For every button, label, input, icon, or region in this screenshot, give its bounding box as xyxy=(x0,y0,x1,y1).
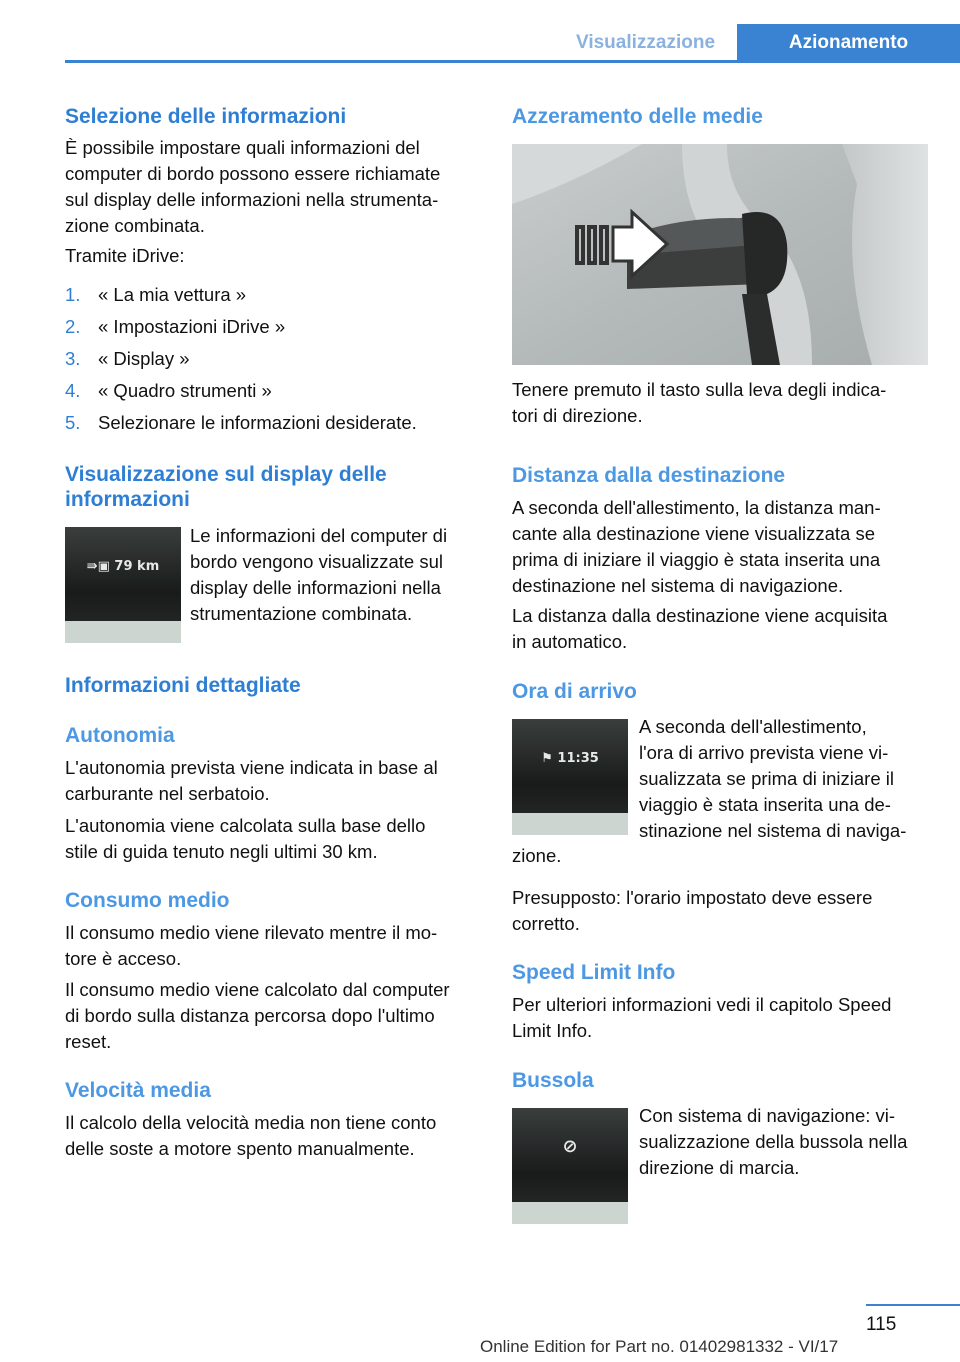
paragraph-speed-limit: Per ulteriori informazioni vedi il capitolo Speed Limit Info. xyxy=(512,994,892,1041)
heading-bussola: Bussola xyxy=(512,1069,594,1092)
heading-distanza: Distanza dalla destinazione xyxy=(512,464,786,487)
footer-edition: Online Edition for Part no. 01402981332 - VI/17 xyxy=(480,1337,839,1356)
paragraph-ora-arrivo-tail: zione. xyxy=(512,845,562,866)
heading-visualizzazione-display: Visualizzazione sul display delle informazioni xyxy=(65,463,387,511)
header-tab-azionamento[interactable]: Azionamento xyxy=(737,24,960,62)
paragraph-consumo-2: Il consumo medio viene calcolato dal computer di bordo sulla distanza percorsa dopo l'ultimo reset. xyxy=(65,979,450,1052)
paragraph-distanza-1: A seconda dell'allestimento, la distanza man‐ cante alla destinazione viene visualizzata se prima di iniziare il viaggio è stata inserita una destinazione nel sistema di navigazione. xyxy=(512,497,881,596)
paragraph-selezione: È possibile impostare quali informazioni del computer di bordo possono essere richiamate sul display delle informazioni nella strumenta‐ zione combinata. xyxy=(65,137,441,236)
footer-rule xyxy=(866,1304,960,1306)
heading-informazioni-dettagliate: Informazioni dettagliate xyxy=(65,674,301,697)
heading-autonomia: Autonomia xyxy=(65,724,175,747)
turn-signal-lever-image xyxy=(512,144,928,365)
paragraph-autonomia-2: L'autonomia viene calcolata sulla base dello stile di guida tenuto negli ultimi 30 km. xyxy=(65,815,426,862)
paragraph-tramite-idrive: Tramite iDrive: xyxy=(65,245,185,266)
paragraph-bussola: Con sistema di navigazione: vi‐ sualizzazione della bussola nella direzione di marcia. xyxy=(639,1105,908,1178)
heading-speed-limit: Speed Limit Info xyxy=(512,961,676,984)
header-tab-visualizzazione[interactable]: Visualizzazione xyxy=(575,32,716,53)
paragraph-azzeramento: Tenere premuto il tasto sulla leva degli indica‐ tori di direzione. xyxy=(512,379,887,426)
paragraph-distanza-2: La distanza dalla destinazione viene acquisita in automatico. xyxy=(512,605,888,652)
heading-azzeramento: Azzeramento delle medie xyxy=(512,105,763,128)
paragraph-visualizzazione: Le informazioni del computer di bordo vengono visualizzate sul display delle informazioni nella strumentazione combinata. xyxy=(190,525,448,624)
heading-velocita-media: Velocità media xyxy=(65,1079,211,1102)
display-arrival-image: ⚑ 11:35 xyxy=(512,719,628,835)
display-range-image: ⇛▣ 79 km xyxy=(65,527,181,643)
paragraph-consumo-1: Il consumo medio viene rilevato mentre il mo‐ tore è acceso. xyxy=(65,922,438,969)
heading-ora-arrivo: Ora di arrivo xyxy=(512,680,637,703)
paragraph-presupposto: Presupposto: l'orario impostato deve essere corretto. xyxy=(512,887,873,934)
header-rule xyxy=(65,60,960,63)
paragraph-velocita: Il calcolo della velocità media non tiene conto delle soste a motore spento manualmente. xyxy=(65,1112,437,1159)
page-number: 115 xyxy=(866,1314,897,1335)
display-compass-image: ⊘ xyxy=(512,1108,628,1224)
paragraph-autonomia-1: L'autonomia prevista viene indicata in base al carburante nel serbatoio. xyxy=(65,757,438,804)
heading-selezione: Selezione delle informazioni xyxy=(65,105,347,128)
heading-consumo-medio: Consumo medio xyxy=(65,889,230,912)
paragraph-ora-arrivo: A seconda dell'allestimento, l'ora di arrivo prevista viene vi‐ sualizzata se prima di iniziare il viaggio è stata inserita una de‐ stinazione nel sistema di naviga‐ xyxy=(639,716,907,841)
